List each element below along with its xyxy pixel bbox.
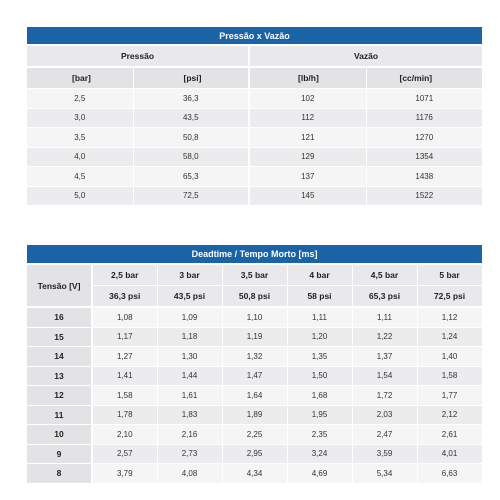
table-row [27, 347, 482, 367]
deadtime-cell: 1,83 [157, 405, 222, 425]
cell-psi: 43,5 [133, 108, 249, 128]
deadtime-cell: 2,03 [352, 405, 417, 425]
deadtime-cell: 1,77 [417, 386, 482, 406]
cell-bar: 5,0 [27, 186, 133, 206]
deadtime-cell: 2,12 [417, 405, 482, 425]
cell-lbh: 129 [249, 147, 366, 167]
psi-header: 65,3 psi [352, 286, 417, 308]
voltage-cell: 15 [27, 327, 92, 347]
bar-header: 5 bar [417, 264, 482, 286]
bar-header: 2,5 bar [92, 264, 157, 286]
deadtime-cell: 4,01 [417, 444, 482, 464]
bar-header: 3 bar [157, 264, 222, 286]
deadtime-cell: 3,24 [287, 444, 352, 464]
deadtime-cell: 1,40 [417, 347, 482, 367]
deadtime-cell: 1,50 [287, 366, 352, 386]
voltage-column-header: Tensão [V] [27, 264, 92, 307]
deadtime-cell: 6,63 [417, 464, 482, 484]
pressure-flow-title: Pressão x Vazão [27, 27, 482, 45]
deadtime-cell: 4,08 [157, 464, 222, 484]
cell-lbh: 121 [249, 128, 366, 148]
deadtime-cell: 1,11 [287, 307, 352, 327]
voltage-cell: 12 [27, 386, 92, 406]
cell-ccmin: 1071 [366, 89, 482, 109]
table-row [27, 425, 482, 445]
table-row [27, 108, 482, 128]
deadtime-cell: 4,69 [287, 464, 352, 484]
deadtime-cell: 1,47 [222, 366, 287, 386]
deadtime-cell: 1,58 [92, 386, 157, 406]
table-row [27, 89, 482, 109]
deadtime-title: Deadtime / Tempo Morto [ms] [27, 245, 482, 264]
deadtime-cell: 1,12 [417, 307, 482, 327]
deadtime-cell: 1,61 [157, 386, 222, 406]
deadtime-cell: 2,25 [222, 425, 287, 445]
psi-header: 43,5 psi [157, 286, 222, 308]
cell-ccmin: 1176 [366, 108, 482, 128]
deadtime-cell: 1,41 [92, 366, 157, 386]
psi-header: 72,5 psi [417, 286, 482, 308]
cell-ccmin: 1354 [366, 147, 482, 167]
deadtime-cell: 2,73 [157, 444, 222, 464]
deadtime-cell: 3,79 [92, 464, 157, 484]
deadtime-cell: 2,61 [417, 425, 482, 445]
deadtime-cell: 1,10 [222, 307, 287, 327]
cell-psi: 58,0 [133, 147, 249, 167]
cell-bar: 4,0 [27, 147, 133, 167]
voltage-cell: 9 [27, 444, 92, 464]
deadtime-cell: 1,09 [157, 307, 222, 327]
deadtime-cell: 1,89 [222, 405, 287, 425]
cell-lbh: 137 [249, 167, 366, 187]
table-row [27, 327, 482, 347]
cell-bar: 3,5 [27, 128, 133, 148]
deadtime-cell: 2,95 [222, 444, 287, 464]
cell-psi: 50,8 [133, 128, 249, 148]
table-row [27, 444, 482, 464]
cell-ccmin: 1438 [366, 167, 482, 187]
group-header-pressure: Pressão [27, 45, 249, 67]
deadtime-cell: 1,54 [352, 366, 417, 386]
unit-header-lbh: [lb/h] [249, 67, 366, 89]
unit-header-bar: [bar] [27, 67, 133, 89]
cell-psi: 65,3 [133, 167, 249, 187]
cell-bar: 3,0 [27, 108, 133, 128]
voltage-cell: 11 [27, 405, 92, 425]
table-row [27, 366, 482, 386]
psi-header: 58 psi [287, 286, 352, 308]
deadtime-cell: 1,37 [352, 347, 417, 367]
deadtime-cell: 1,72 [352, 386, 417, 406]
table-row [27, 186, 482, 206]
deadtime-cell: 1,44 [157, 366, 222, 386]
cell-ccmin: 1270 [366, 128, 482, 148]
deadtime-cell: 1,24 [417, 327, 482, 347]
pressure-flow-table [27, 27, 482, 206]
table-row [27, 147, 482, 167]
deadtime-cell: 3,59 [352, 444, 417, 464]
deadtime-cell: 1,11 [352, 307, 417, 327]
bar-header: 4 bar [287, 264, 352, 286]
psi-header: 50,8 psi [222, 286, 287, 308]
cell-ccmin: 1522 [366, 186, 482, 206]
deadtime-cell: 1,17 [92, 327, 157, 347]
deadtime-cell: 1,78 [92, 405, 157, 425]
voltage-cell: 13 [27, 366, 92, 386]
deadtime-cell: 2,10 [92, 425, 157, 445]
deadtime-cell: 1,64 [222, 386, 287, 406]
deadtime-cell: 1,18 [157, 327, 222, 347]
deadtime-cell: 1,58 [417, 366, 482, 386]
psi-header: 36,3 psi [92, 286, 157, 308]
cell-psi: 36,3 [133, 89, 249, 109]
voltage-cell: 16 [27, 307, 92, 327]
unit-header-psi: [psi] [133, 67, 249, 89]
deadtime-cell: 4,34 [222, 464, 287, 484]
cell-psi: 72,5 [133, 186, 249, 206]
deadtime-cell: 2,35 [287, 425, 352, 445]
cell-lbh: 112 [249, 108, 366, 128]
cell-lbh: 102 [249, 89, 366, 109]
deadtime-cell: 1,20 [287, 327, 352, 347]
cell-lbh: 145 [249, 186, 366, 206]
voltage-cell: 14 [27, 347, 92, 367]
deadtime-table [27, 245, 483, 484]
voltage-cell: 10 [27, 425, 92, 445]
deadtime-cell: 1,08 [92, 307, 157, 327]
table-row [27, 405, 482, 425]
table-row [27, 167, 482, 187]
bar-header: 3,5 bar [222, 264, 287, 286]
bar-header: 4,5 bar [352, 264, 417, 286]
deadtime-cell: 1,19 [222, 327, 287, 347]
cell-bar: 4,5 [27, 167, 133, 187]
table-row [27, 307, 482, 327]
table-row [27, 386, 482, 406]
cell-bar: 2,5 [27, 89, 133, 109]
deadtime-cell: 1,68 [287, 386, 352, 406]
deadtime-cell: 2,16 [157, 425, 222, 445]
table-row [27, 464, 482, 484]
deadtime-cell: 1,95 [287, 405, 352, 425]
deadtime-cell: 1,27 [92, 347, 157, 367]
group-header-flow: Vazão [249, 45, 482, 67]
unit-header-ccmin: [cc/min] [366, 67, 482, 89]
deadtime-cell: 2,47 [352, 425, 417, 445]
deadtime-cell: 2,57 [92, 444, 157, 464]
deadtime-cell: 1,22 [352, 327, 417, 347]
deadtime-cell: 1,30 [157, 347, 222, 367]
deadtime-cell: 5,34 [352, 464, 417, 484]
table-row [27, 128, 482, 148]
voltage-cell: 8 [27, 464, 92, 484]
deadtime-cell: 1,35 [287, 347, 352, 367]
deadtime-cell: 1,32 [222, 347, 287, 367]
